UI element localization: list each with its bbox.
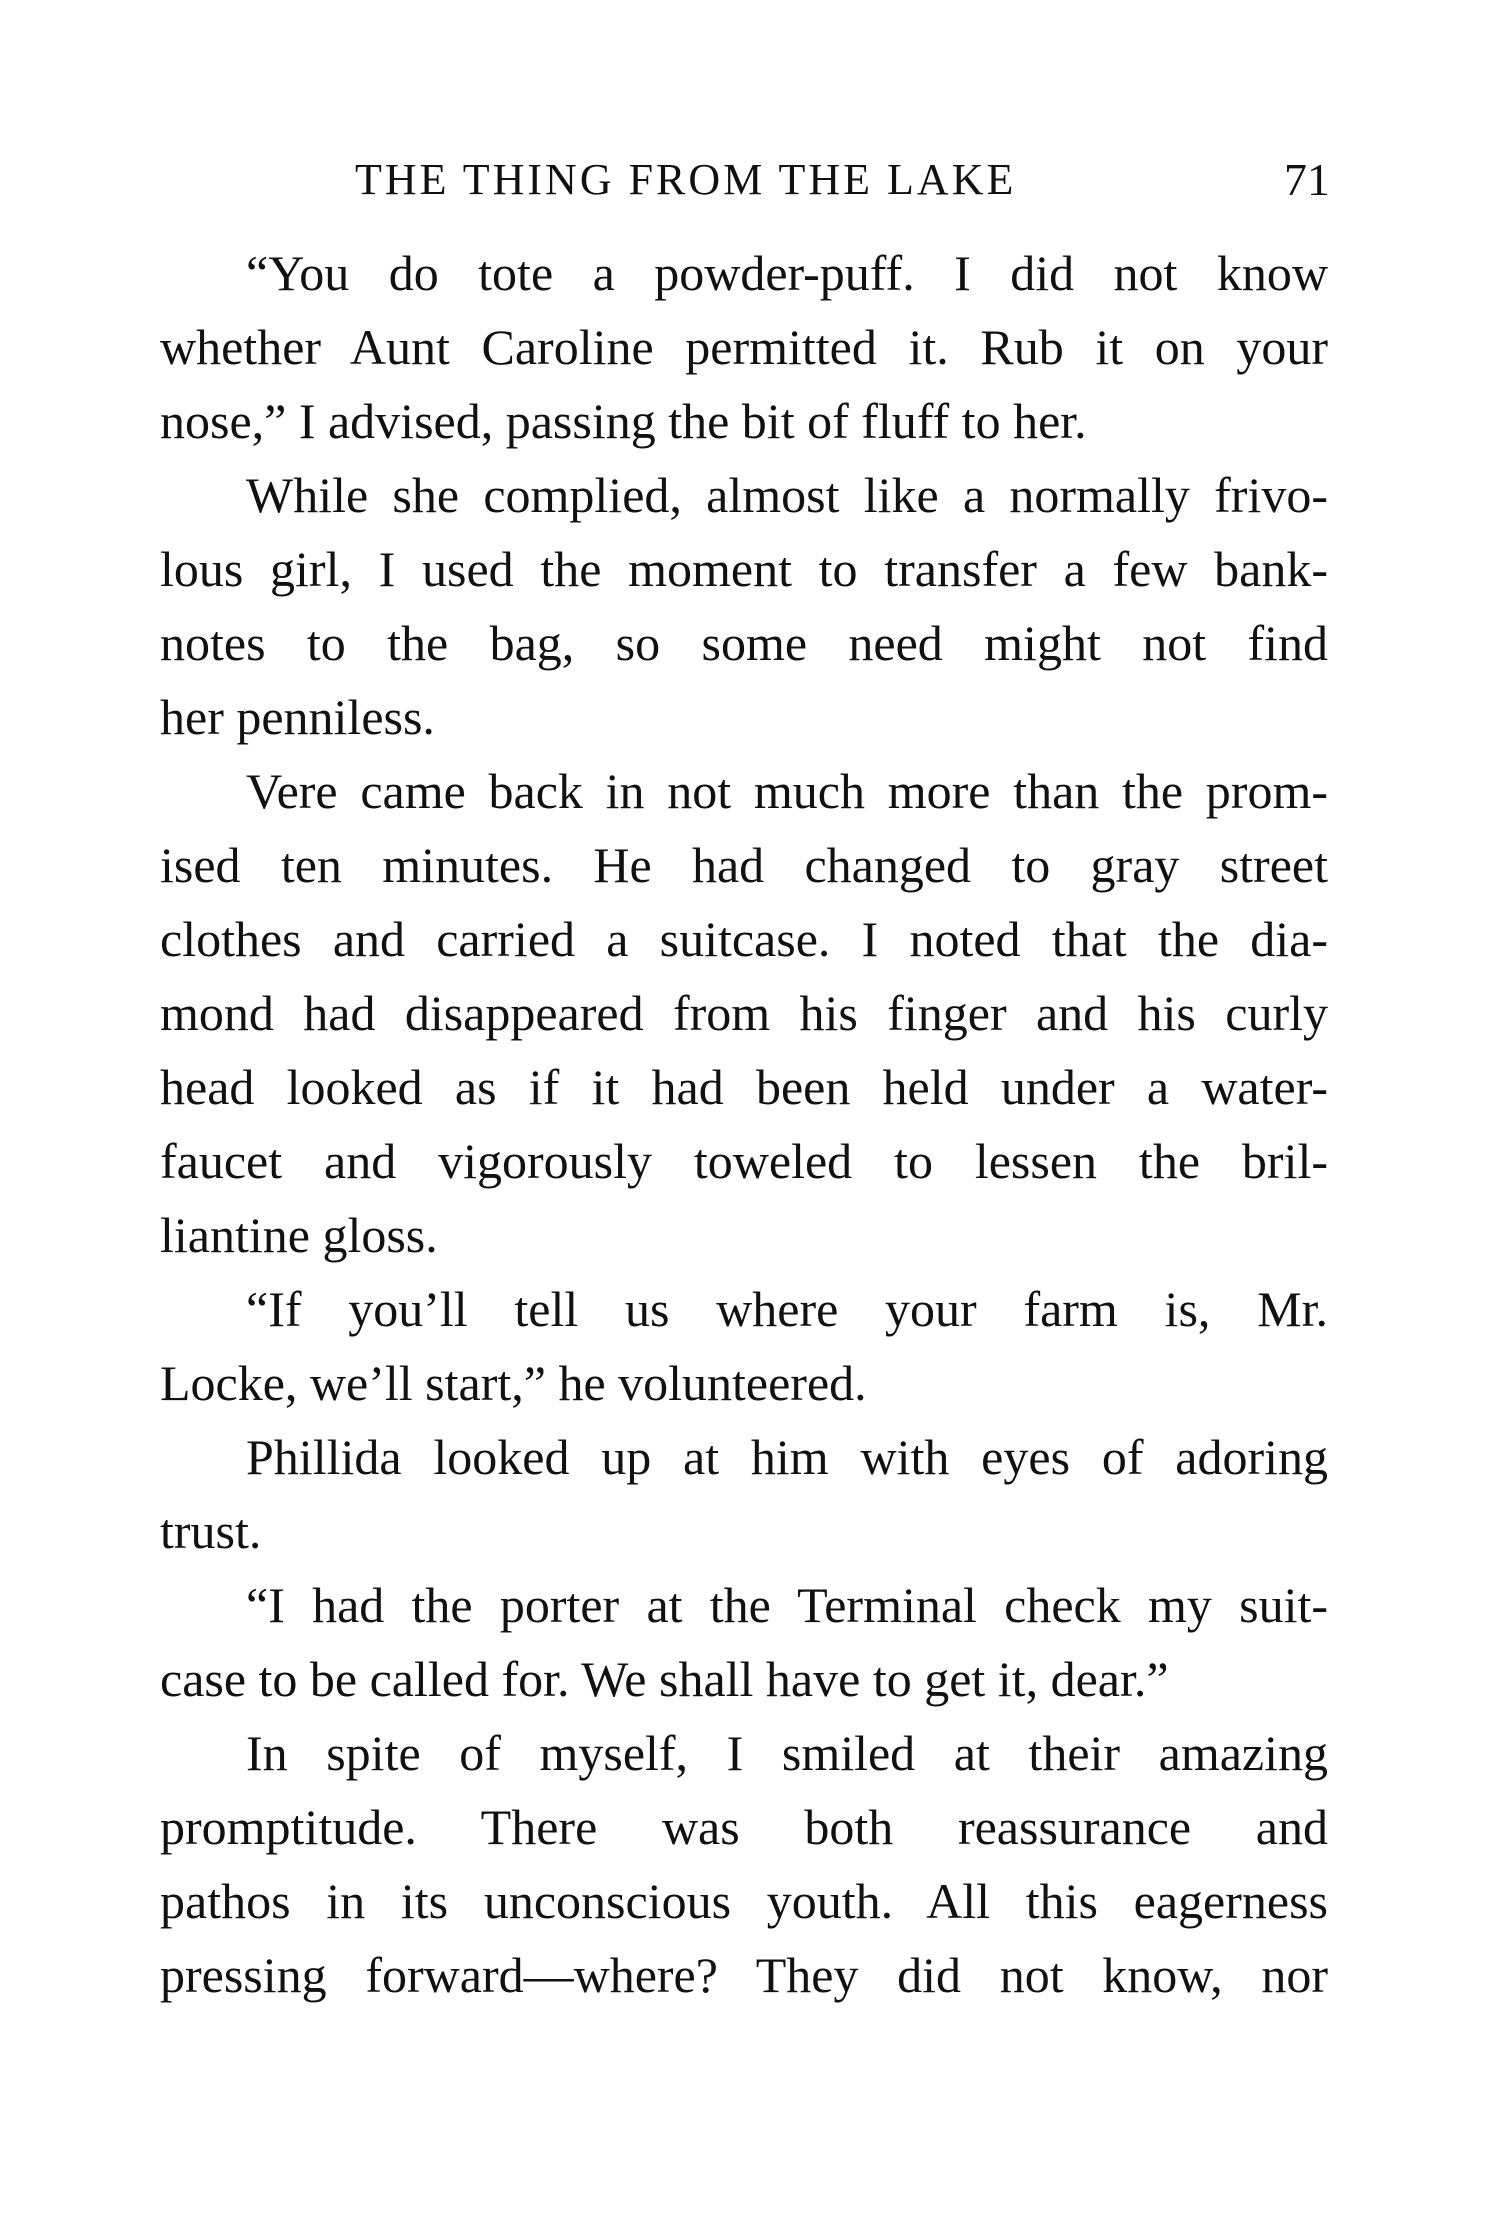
text-line: pathos in its unconscious youth. All this eagerness [160, 1873, 1328, 1929]
text-line: In spite of myself, I smiled at their amazing [246, 1725, 1328, 1781]
page-number: 71 [1284, 154, 1330, 205]
text-line: lous girl, I used the moment to transfer a few bank- [160, 541, 1328, 597]
text-line: clothes and carried a suitcase. I noted that the dia- [160, 911, 1328, 967]
body-text [160, 236, 1328, 2012]
text-line: head looked as if it had been held under a water- [160, 1059, 1328, 1115]
text-line: “If you’ll tell us where your farm is, Mr. [246, 1281, 1328, 1337]
running-title: THE THING FROM THE LAKE [355, 155, 1017, 204]
text-line: case to be called for. We shall have to get it, dear.” [160, 1651, 1169, 1707]
text-line: While she complied, almost like a normally frivo- [246, 467, 1328, 523]
text-line: “I had the porter at the Terminal check my suit- [246, 1577, 1328, 1633]
text-line: notes to the bag, so some need might not find [160, 615, 1328, 671]
text-line: pressing forward—where? They did not know, nor [160, 1947, 1328, 2003]
text-line: ised ten minutes. He had changed to gray street [160, 837, 1328, 893]
text-line: promptitude. There was both reassurance and [160, 1799, 1328, 1855]
text-line: trust. [160, 1503, 262, 1559]
text-line: liantine gloss. [160, 1207, 438, 1263]
text-line: “You do tote a powder-puff. I did not know [246, 245, 1328, 301]
text-line: nose,” I advised, passing the bit of fluff to her. [160, 393, 1087, 449]
running-head [160, 150, 1330, 210]
text-line: whether Aunt Caroline permitted it. Rub it on your [160, 319, 1328, 375]
text-line: Vere came back in not much more than the prom- [246, 763, 1328, 819]
text-line: mond had disappeared from his finger and his curly [160, 985, 1328, 1041]
text-line: her penniless. [160, 689, 435, 745]
text-line: Locke, we’ll start,” he volunteered. [160, 1355, 867, 1411]
text-line: Phillida looked up at him with eyes of adoring [246, 1429, 1328, 1485]
text-line: faucet and vigorously toweled to lessen the bril- [160, 1133, 1328, 1189]
